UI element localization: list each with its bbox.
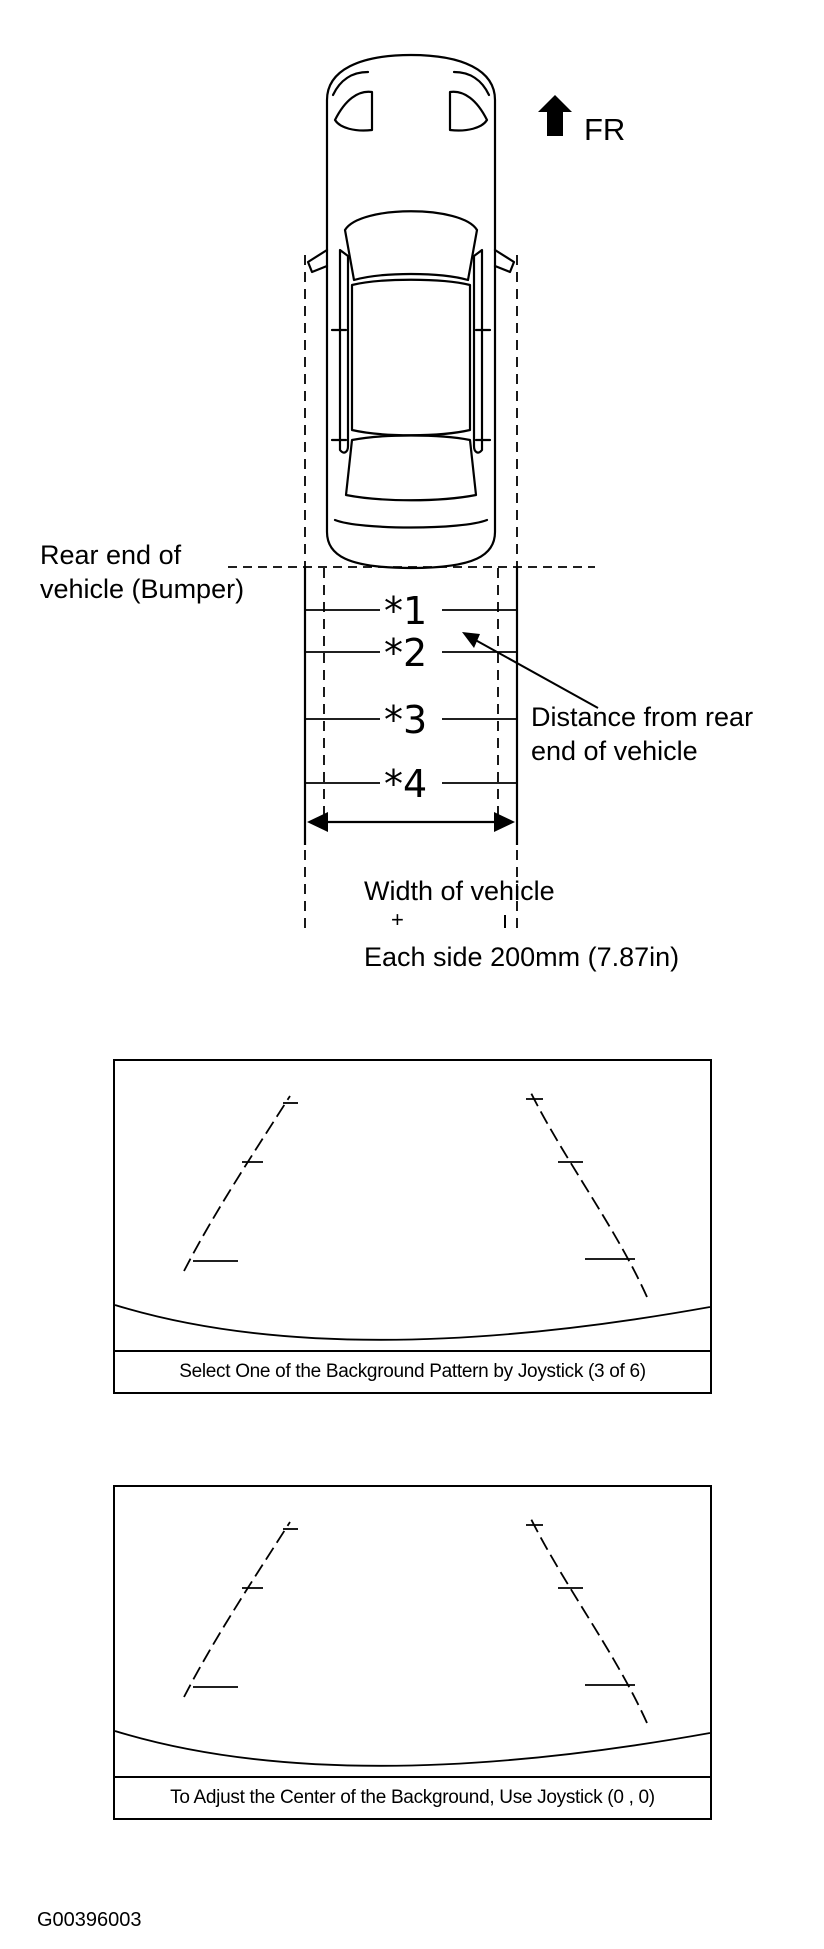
- guide-lines-graphic-2: [115, 1487, 710, 1818]
- width-label-plus: +: [391, 907, 404, 932]
- left-mirror: [308, 250, 327, 272]
- distance-label-line2: end of vehicle: [531, 736, 698, 766]
- guide-lines-graphic: [115, 1061, 710, 1392]
- direction-label: FR: [584, 112, 626, 147]
- monitor-screen-pattern: [113, 1059, 712, 1394]
- distance-label-line1: Distance from rear: [531, 702, 754, 732]
- distance-marker-3: *3: [384, 698, 428, 742]
- monitor-screen-center: [113, 1485, 712, 1820]
- status-bar-center: To Adjust the Center of the Background, Use Joystick (0 , 0): [115, 1776, 710, 1818]
- status-bar-pattern: Select One of the Background Pattern by Joystick (3 of 6): [115, 1350, 710, 1392]
- rear-end-label-line1: Rear end of: [40, 540, 182, 570]
- figure-id: G00396003: [37, 1909, 142, 1931]
- width-label-line1: Width of vehicle: [364, 876, 555, 906]
- rear-end-label-line2: vehicle (Bumper): [40, 574, 245, 604]
- right-mirror: [495, 250, 514, 272]
- front-arrow-icon: [538, 95, 572, 136]
- distance-marker-4: *4: [384, 762, 428, 806]
- rear-window: [346, 436, 476, 501]
- distance-marker-2: *2: [384, 631, 428, 675]
- windshield: [345, 211, 477, 280]
- width-label-line2: Each side 200mm (7.87in): [364, 942, 680, 972]
- roof: [352, 280, 470, 436]
- distance-marker-1: *1: [384, 589, 428, 633]
